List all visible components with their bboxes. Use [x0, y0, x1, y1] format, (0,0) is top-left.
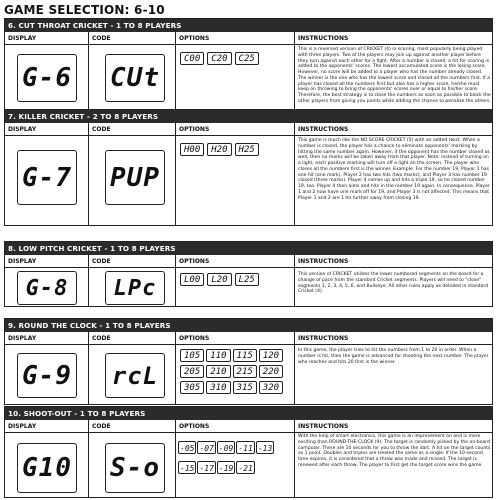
option-value: 120 [259, 349, 283, 362]
option-value: -21 [236, 461, 254, 474]
instructions-text: This game is much like the NO SCORE CRICKET (5) with an added twist. When a number is closed, the player has a chance to eliminate opponents' marking by hitting the same number again. However, if the opponent has the number closed as well, then no marks will be taken away from that player. Note: instead of turning on a light, each positive marking will turn off a light on the screen. The player who closes all the numbers first is the winner. Example: For the number 19, Player 1 has one hit (one mark), Player 2 has two hits (two marks), and Player 3 has number 19 closed (three marks). Player 4 comes up and hits a triple 19, so he closed number 19, too. Player 4 then aims and hits in the number 19 again. In consequence, Player 1 and 2 now have one mark off for 19, and Player 3 is not affected. This means that Player 1 and 2 are 1 hit further away from closing 19. [298, 138, 490, 201]
option-value: 210 [206, 365, 230, 378]
option-value: H00 [180, 143, 204, 156]
option-value: -19 [217, 461, 235, 474]
column-header-instructions: INSTRUCTIONS [298, 258, 349, 265]
code-lcd: rcL [105, 353, 165, 398]
option-value: -07 [197, 441, 215, 454]
section-title: 9. ROUND THE CLOCK - 1 TO 8 PLAYERS [5, 319, 492, 332]
section-title: 7. KILLER CRICKET - 2 TO 8 PLAYERS [5, 110, 492, 123]
option-value: 105 [180, 349, 204, 362]
column-header-code: CODE [92, 126, 111, 133]
options-list [180, 143, 292, 156]
column-header-display: DISPLAY [8, 423, 37, 430]
option-value: 215 [233, 365, 257, 378]
column-header-display: DISPLAY [8, 258, 37, 265]
option-value: 315 [233, 381, 257, 394]
option-value: 310 [206, 381, 230, 394]
option-value: -09 [217, 441, 235, 454]
code-lcd: LPc [105, 271, 165, 305]
option-value: 320 [259, 381, 283, 394]
option-value: -11 [236, 441, 254, 454]
display-lcd: G-7 [17, 150, 77, 205]
instructions-text: This version of CRICKET utilizes the lower numbered segments on the board for a change of pace from the standard Cricket segments. Players will need to "close" segments 1, 2, 3, 4, 5, 6, and Bullseye. All other rules apply as detailed in standard Cricket (4). [298, 272, 489, 295]
option-value: C25 [235, 52, 259, 65]
column-header-display: DISPLAY [8, 335, 37, 342]
column-header-code: CODE [92, 35, 111, 42]
option-value: L00 [180, 273, 204, 286]
option-value: 220 [259, 365, 283, 378]
option-value: L25 [235, 273, 259, 286]
display-lcd: G-6 [17, 54, 77, 102]
instructions-text: This is a reversed version of CRICKET (4) in scoring, most popularly being played with three players. Two of the players may join up against another player before they turn against each other for a fight. After a number is closed, a hit for scoring is added to the opponents' scores. The lowest accumulated score is the losing score. However, no score will be added to a player who has the number already closed. The winner is the one who has the lowest score and closed all the numbers first. If a player has closed all the numbers first but also has a higher score, he/she must keep on throwing to bring the opponents' scores over or equal to his/her score. Therefore, the best strategy is to close the numbers as soon as possible to block the other players from giving you points while adding the chance to penalize the others. [298, 47, 491, 104]
column-header-display: DISPLAY [8, 126, 37, 133]
column-header-instructions: INSTRUCTIONS [298, 126, 349, 133]
options-list [178, 441, 293, 474]
section-title: 8. LOW PITCH CRICKET - 1 TO 8 PLAYERS [5, 242, 492, 255]
options-list [180, 349, 292, 394]
code-lcd: PUP [105, 150, 165, 205]
display-lcd: G-8 [17, 271, 77, 305]
code-lcd: S-o [105, 443, 165, 493]
display-lcd: G-9 [17, 353, 77, 398]
column-header-display: DISPLAY [8, 35, 37, 42]
column-header-code: CODE [92, 258, 111, 265]
section-title: 6. CUT THROAT CRICKET - 1 TO 8 PLAYERS [5, 19, 492, 32]
page-title: GAME SELECTION: 6-10 [4, 3, 165, 17]
column-header-code: CODE [92, 423, 111, 430]
instructions-text: In this game, the player tries to hit the numbers from 1 to 20 in order. When a number is hit, then the game is advanced for shooting the next number. The player who reaches and hits 20 first is the winner. [298, 348, 489, 365]
option-value: -17 [197, 461, 215, 474]
column-header-options: OPTIONS [179, 335, 210, 342]
option-value: L20 [207, 273, 231, 286]
option-value: H20 [207, 143, 231, 156]
column-header-options: OPTIONS [179, 258, 210, 265]
column-header-options: OPTIONS [179, 423, 210, 430]
option-value: C20 [207, 52, 231, 65]
column-header-instructions: INSTRUCTIONS [298, 35, 349, 42]
options-list [180, 52, 292, 65]
option-value: 115 [233, 349, 257, 362]
column-header-code: CODE [92, 335, 111, 342]
game-section-8 [4, 241, 493, 307]
column-header-instructions: INSTRUCTIONS [298, 335, 349, 342]
option-value: -15 [178, 461, 196, 474]
column-header-instructions: INSTRUCTIONS [298, 423, 349, 430]
option-value: H25 [235, 143, 259, 156]
section-title: 10. SHOOT-OUT - 1 TO 8 PLAYERS [5, 407, 492, 420]
options-list [180, 273, 292, 286]
game-section-10 [4, 406, 493, 498]
instructions-text: With the help of smart electronics, this game is an improvement on and is more exciting than ROUND-THE-CLOCK (9). The target is randomly picked by the on-board computer. There are 10 seconds for you to throw the dart. A hit on the target counts as 1 point. Doubles and triples are treated the same as a single. If the 10-second time expires, it is considered that a throw was made and missed. The target is renewed after each throw. The player to first get the target score wins the game. [298, 434, 491, 468]
option-value: 305 [180, 381, 204, 394]
column-header-options: OPTIONS [179, 126, 210, 133]
option-value: 205 [180, 365, 204, 378]
option-value: -05 [178, 441, 196, 454]
option-value: -13 [256, 441, 274, 454]
column-header-options: OPTIONS [179, 35, 210, 42]
game-section-9 [4, 318, 493, 405]
option-value: C00 [180, 52, 204, 65]
option-value: 110 [206, 349, 230, 362]
display-lcd: G10 [17, 443, 77, 493]
game-section-7 [4, 109, 493, 226]
code-lcd: CUt [105, 54, 165, 102]
game-section-6 [4, 18, 493, 110]
